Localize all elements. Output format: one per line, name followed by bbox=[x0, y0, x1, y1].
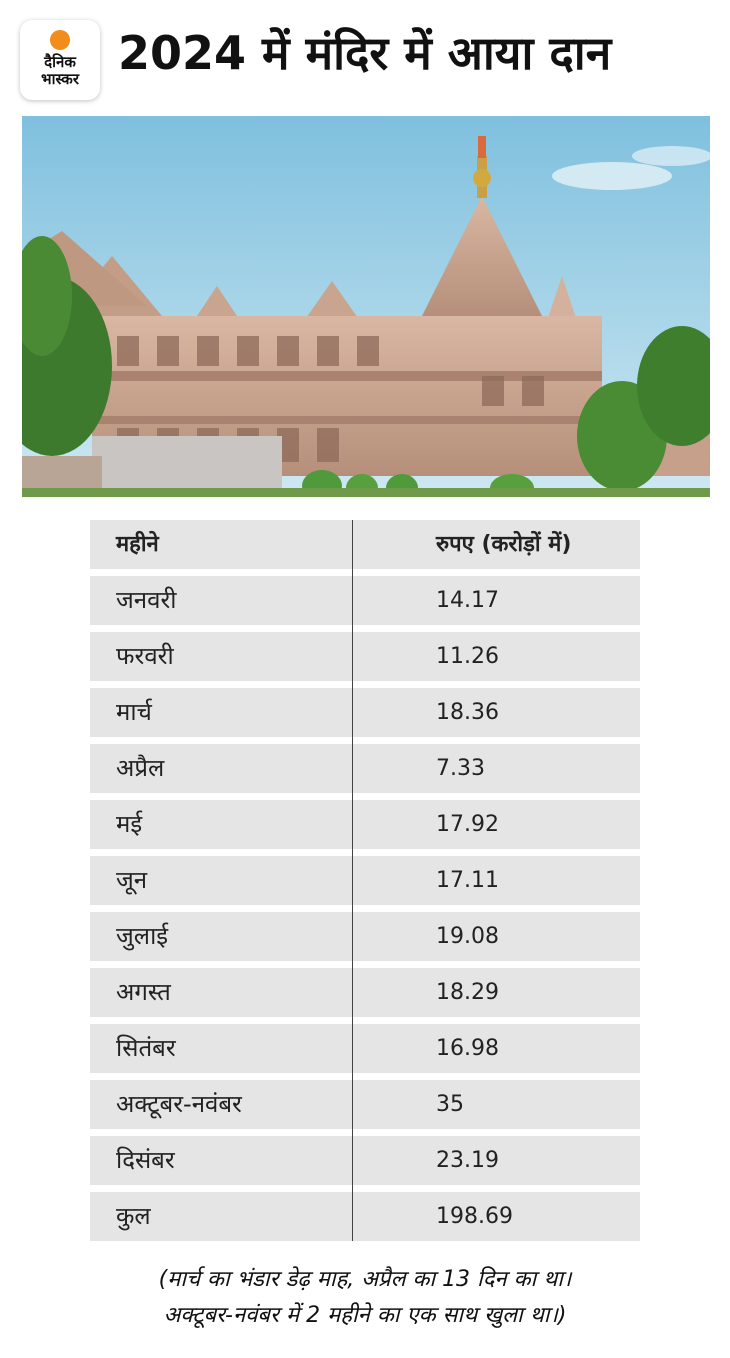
total-amount: 198.69 bbox=[436, 1204, 513, 1229]
table-row-total bbox=[90, 1192, 640, 1241]
month-cell: अगस्त bbox=[116, 978, 171, 1006]
brand-logo bbox=[20, 20, 100, 100]
amount-cell: 35 bbox=[436, 1092, 464, 1117]
header-amount: रुपए (करोड़ों में) bbox=[436, 532, 572, 557]
month-cell: मई bbox=[116, 810, 143, 838]
table-row bbox=[90, 800, 640, 849]
sun-dot-icon bbox=[50, 30, 70, 50]
table-row bbox=[90, 744, 640, 793]
table-row bbox=[90, 632, 640, 681]
month-cell: सितंबर bbox=[116, 1034, 176, 1062]
amount-cell: 23.19 bbox=[436, 1148, 499, 1173]
temple-photo bbox=[22, 116, 710, 497]
donation-table bbox=[90, 520, 640, 1248]
month-cell: अप्रैल bbox=[116, 754, 165, 782]
amount-cell: 14.17 bbox=[436, 588, 499, 613]
table-row bbox=[90, 576, 640, 625]
table-row bbox=[90, 1080, 640, 1129]
page-title: 2024 में मंदिर में आया दान bbox=[118, 26, 612, 80]
amount-cell: 7.33 bbox=[436, 756, 485, 781]
column-divider bbox=[352, 520, 353, 1241]
footnote bbox=[0, 1262, 730, 1334]
amount-cell: 11.26 bbox=[436, 644, 499, 669]
header-month: महीने bbox=[116, 532, 159, 557]
month-cell: जुलाई bbox=[116, 922, 169, 950]
amount-cell: 18.36 bbox=[436, 700, 499, 725]
month-cell: जून bbox=[116, 866, 148, 894]
month-cell: जनवरी bbox=[116, 586, 177, 614]
amount-cell: 17.11 bbox=[436, 868, 499, 893]
brand-name-line1: दैनिक bbox=[44, 53, 76, 71]
footnote-line-2: अक्टूबर-नवंबर में 2 महीने का एक साथ खुला था।) bbox=[163, 1303, 567, 1328]
table-row bbox=[90, 968, 640, 1017]
month-cell: मार्च bbox=[116, 698, 152, 726]
table-header-row bbox=[90, 520, 640, 569]
month-cell: दिसंबर bbox=[116, 1146, 175, 1174]
table-row bbox=[90, 856, 640, 905]
month-cell: अक्टूबर-नवंबर bbox=[116, 1090, 242, 1118]
table-row bbox=[90, 1024, 640, 1073]
amount-cell: 16.98 bbox=[436, 1036, 499, 1061]
table-row bbox=[90, 912, 640, 961]
header bbox=[0, 0, 730, 110]
table-row bbox=[90, 688, 640, 737]
amount-cell: 19.08 bbox=[436, 924, 499, 949]
month-cell: फरवरी bbox=[116, 642, 174, 670]
amount-cell: 17.92 bbox=[436, 812, 499, 837]
footnote-line-1: (मार्च का भंडार डेढ़ माह, अप्रैल का 13 दिन का था। bbox=[158, 1267, 572, 1292]
table-row bbox=[90, 1136, 640, 1185]
amount-cell: 18.29 bbox=[436, 980, 499, 1005]
brand-name-line2: भास्कर bbox=[41, 70, 79, 88]
total-label: कुल bbox=[116, 1202, 151, 1230]
